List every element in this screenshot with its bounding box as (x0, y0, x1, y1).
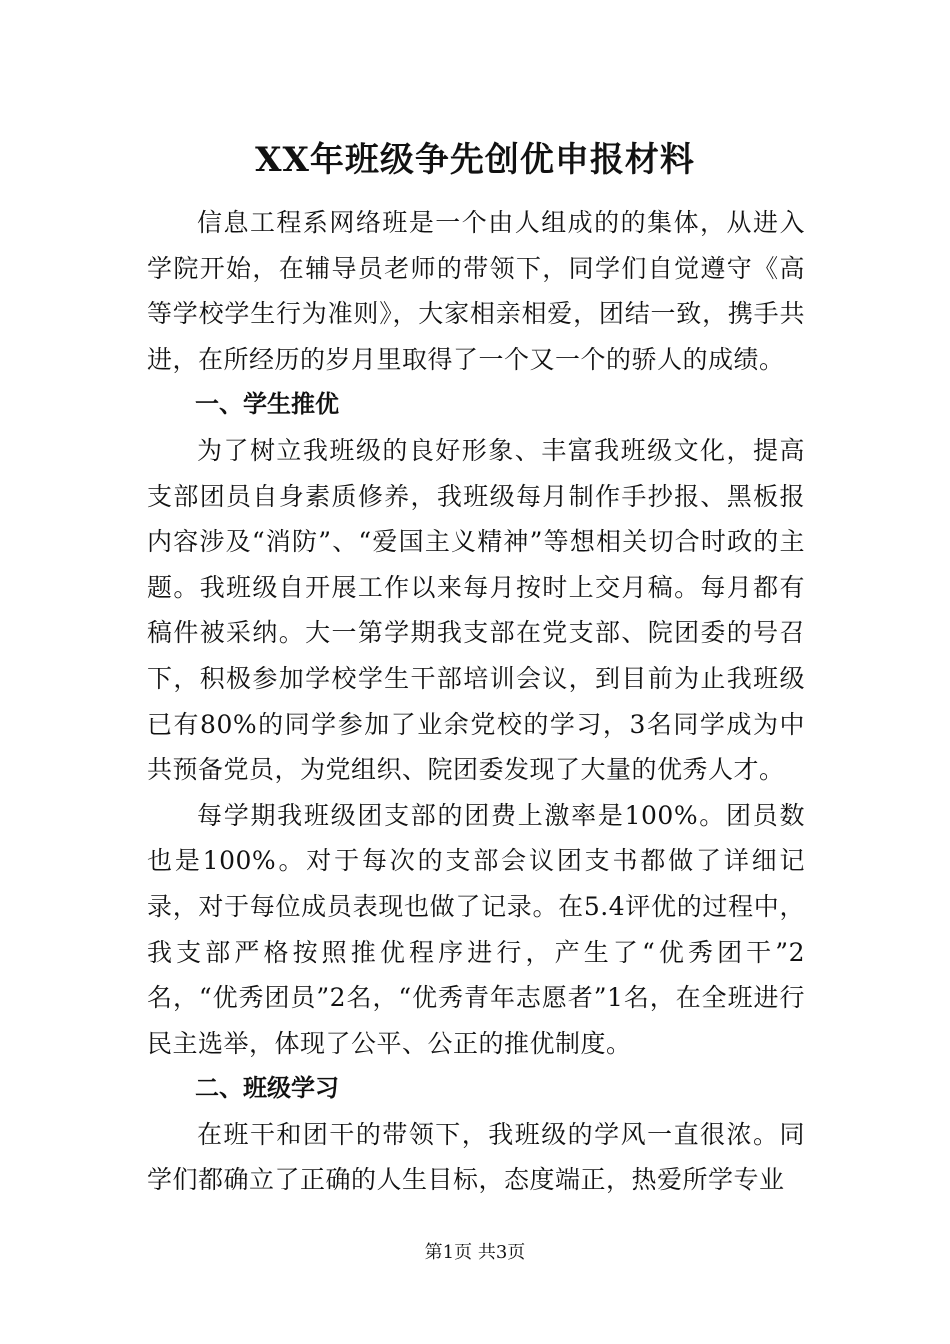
student-recommendation-paragraph-1: 为了树立我班级的良好形象、丰富我班级文化，提高支部团员自身素质修养，我班级每月制作手抄报、黑板报内容涉及“消防”、“爱国主义精神”等想相关切合时政的主题。我班级自开展工作以来每月按时上交月稿。每月都有稿件被采纳。大一第学期我支部在党支部、院团委的号召下，积极参加学校学生干部培训会议，到目前为止我班级已有80%的同学参加了业余党校的学习，3名同学成为中共预备党员，为党组织、院团委发现了大量的优秀人才。 (147, 435, 805, 785)
intro-paragraph: 信息工程系网络班是一个由人组成的的集体，从进入学院开始，在辅导员老师的带领下，同学们自觉遵守《高等学校学生行为准则》，大家相亲相爱，团结一致，携手共进，在所经历的岁月里取得了一个又一个的骄人的成绩。 (147, 208, 805, 374)
document-title: XX年班级争先创优申报材料 (255, 140, 695, 180)
document-body (147, 200, 805, 1203)
page-number-footer: 第1页 共3页 (424, 1242, 526, 1263)
student-recommendation-paragraph-2: 每学期我班级团支部的团费上激率是100%。团员数也是100%。对于每次的支部会议团支书都做了详细记录，对于每位成员表现也做了记录。在5.4评优的过程中，我支部严格按照推优程序进行，产生了“优秀团干”2名，“优秀团员”2名，“优秀青年志愿者”1名，在全班进行民主选举，体现了公平、公正的推优制度。 (147, 800, 805, 1058)
section-heading-student-recommendation: 一、学生推优 (195, 390, 339, 419)
section-heading-class-study: 二、班级学习 (195, 1074, 339, 1103)
class-study-paragraph: 在班干和团干的带领下，我班级的学风一直很浓。同学们都确立了正确的人生目标，态度端正，热爱所学专业 (147, 1119, 805, 1195)
